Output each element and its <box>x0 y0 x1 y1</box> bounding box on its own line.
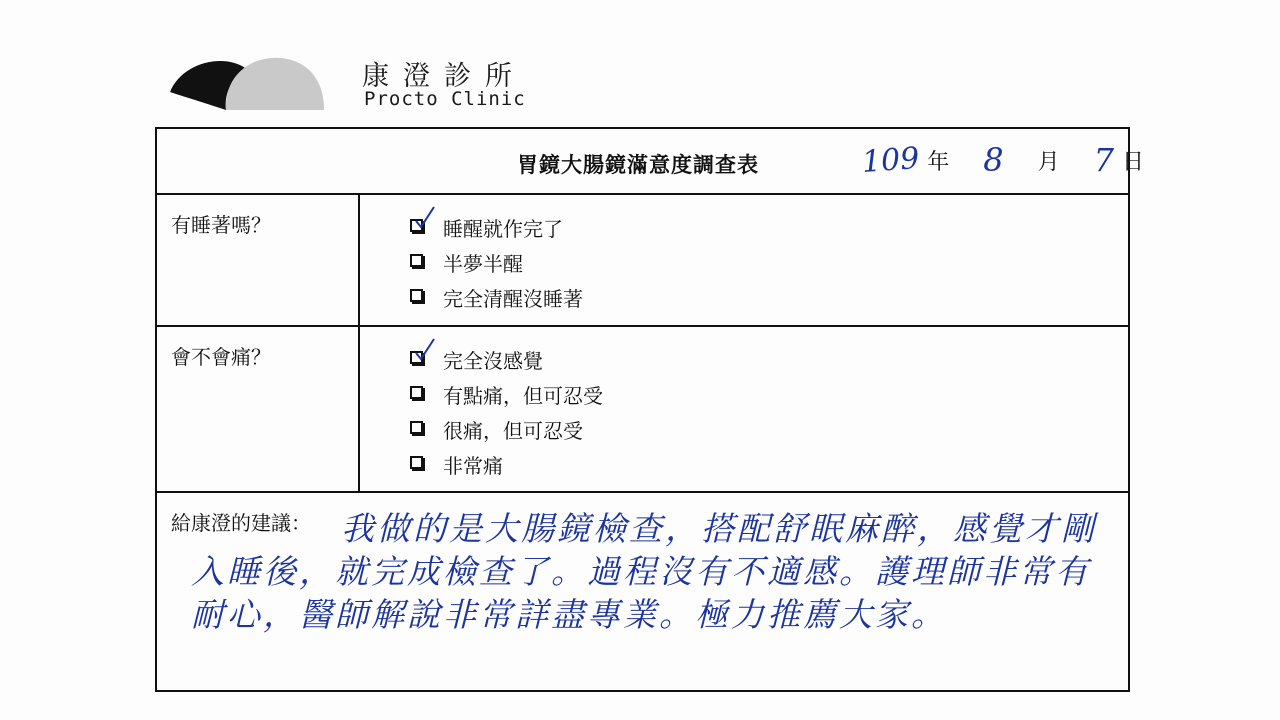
checkbox[interactable] <box>410 219 423 232</box>
clinic-name: 康澄診所 <box>362 61 526 92</box>
clinic-logo <box>168 52 328 114</box>
sleep-question: 有睡著嗎？ <box>171 213 271 237</box>
pain-option-1[interactable] <box>410 380 603 415</box>
pain-options <box>410 345 603 485</box>
sleep-option-2[interactable] <box>410 283 583 318</box>
option-label: 完全沒感覺 <box>443 349 543 373</box>
date-day-label: 日 <box>1122 149 1145 175</box>
option-label: 很痛，但可忍受 <box>443 419 583 443</box>
option-label: 半夢半醒 <box>443 252 523 276</box>
option-label: 有點痛，但可忍受 <box>443 384 603 408</box>
option-label: 非常痛 <box>443 454 503 478</box>
sleep-options <box>410 213 583 318</box>
date-day: 7 <box>1093 141 1115 179</box>
form-date <box>862 135 1144 185</box>
checkbox[interactable] <box>410 351 423 364</box>
checkbox[interactable] <box>410 386 423 399</box>
checkbox[interactable] <box>410 421 423 434</box>
survey-form <box>155 127 1145 692</box>
checkmark-icon <box>414 337 436 363</box>
suggestion-handwritten-text[interactable]: 我做的是大腸鏡檢查，搭配舒眠麻醉，感覺才剛入睡後，就完成檢查了。過程沒有不適感。護理師非常有耐心，醫師解說非常詳盡專業。極力推薦大家。 <box>191 509 1097 634</box>
date-month: 8 <box>983 141 1004 179</box>
sleep-option-1[interactable] <box>410 248 583 283</box>
suggestion-label: 給康澄的建議： <box>171 511 311 535</box>
pain-option-0[interactable] <box>410 345 603 380</box>
date-month-label: 月 <box>1037 149 1060 175</box>
form-header-row <box>157 129 1145 195</box>
date-year: 109 <box>860 140 921 180</box>
sleep-option-0[interactable] <box>410 213 583 248</box>
sleep-question-row <box>157 195 1128 327</box>
suggestion-row <box>157 493 1128 690</box>
checkbox[interactable] <box>410 254 423 267</box>
clinic-name-english: Procto Clinic <box>364 88 526 110</box>
date-year-label: 年 <box>927 149 950 175</box>
pain-option-2[interactable] <box>410 415 603 450</box>
checkbox[interactable] <box>410 456 423 469</box>
checkbox[interactable] <box>410 289 423 302</box>
pain-question: 會不會痛？ <box>171 345 271 369</box>
option-label: 睡醒就作完了 <box>443 217 563 241</box>
pain-option-3[interactable] <box>410 450 603 485</box>
pain-question-row <box>157 327 1128 493</box>
form-title: 胃鏡大腸鏡滿意度調查表 <box>517 153 759 177</box>
checkmark-icon <box>414 205 436 231</box>
option-label: 完全清醒沒睡著 <box>443 287 583 311</box>
